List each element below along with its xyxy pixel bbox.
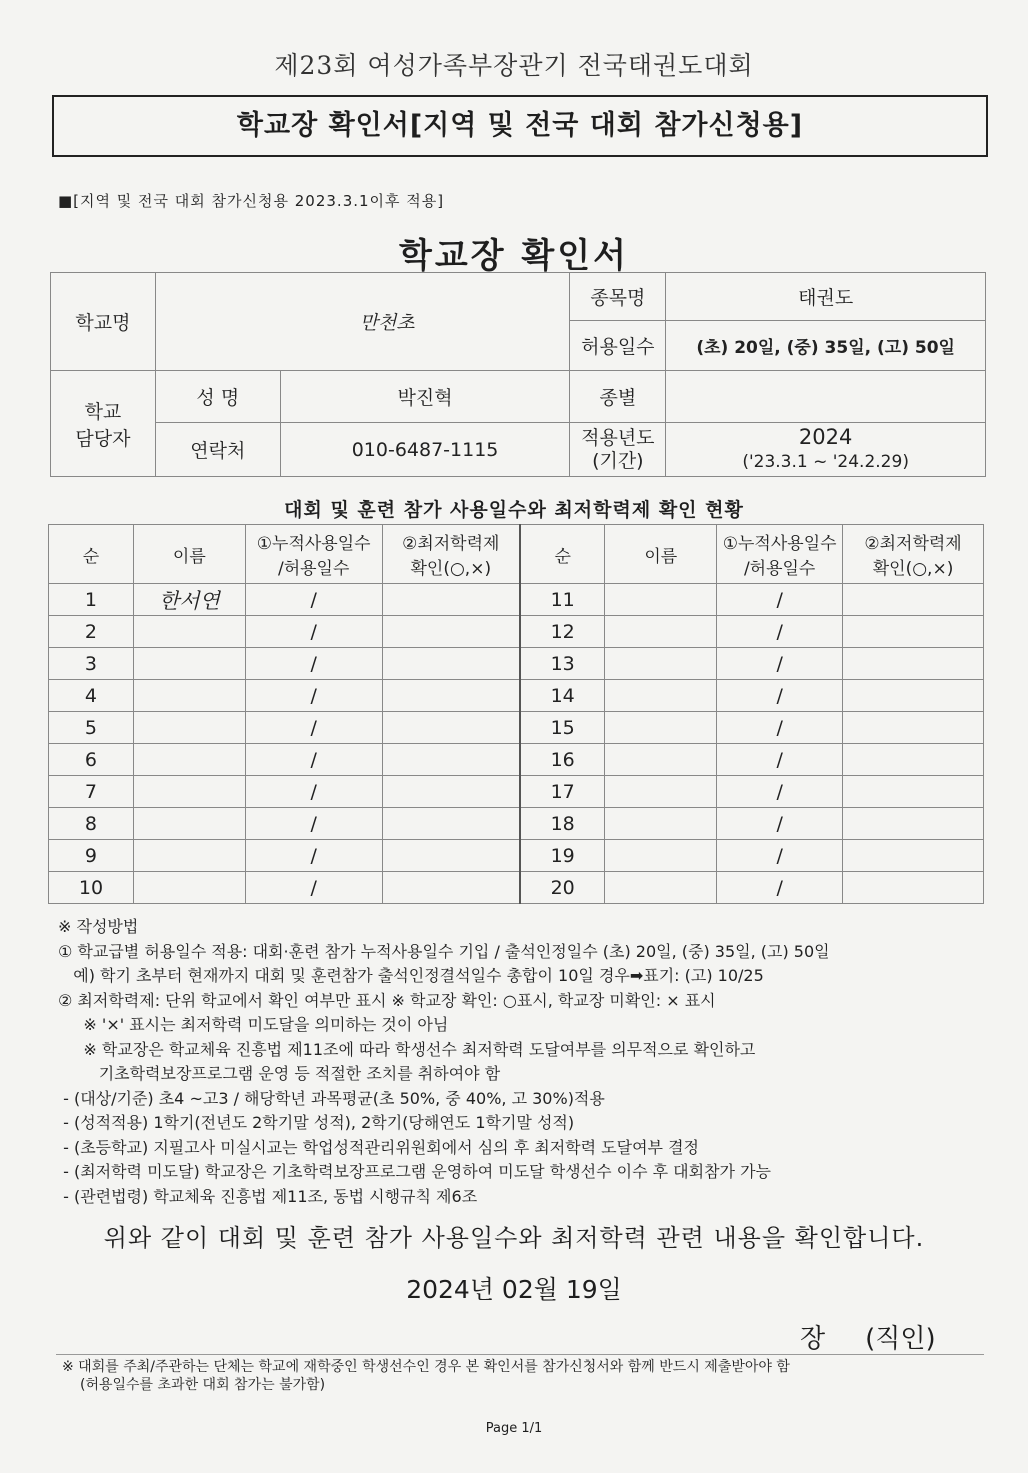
cell-days: / [245, 584, 382, 616]
roster-body [49, 584, 984, 904]
col-check [843, 525, 984, 584]
page-title: 학교장 확인서 [399, 236, 629, 276]
cell-days: / [717, 872, 843, 904]
cell-no: 5 [49, 712, 134, 744]
col-check-line2: 확인(○,×) [872, 559, 954, 579]
cell-name [133, 616, 245, 648]
cell-no: 7 [49, 776, 134, 808]
staff-label-line2: 담당자 [75, 427, 131, 450]
cell-name [133, 776, 245, 808]
instruction-line: 기초학력보장프로그램 운영 등 적절한 조치를 취하여야 함 [58, 1064, 501, 1083]
cell-no: 2 [49, 616, 134, 648]
col-check [382, 525, 520, 584]
period-value: ('23.3.1 ~ '24.2.29) [742, 451, 909, 472]
cell-name [605, 808, 717, 840]
table-row [49, 744, 984, 776]
cell-check [843, 648, 984, 680]
page-number: Page 1/1 [485, 1421, 543, 1436]
cell-days: / [245, 680, 382, 712]
cell-name [133, 840, 245, 872]
footer-line: ※ 대회를 주최/주관하는 단체는 학교에 재학중인 학생선수인 경우 본 확인서를 참가신청서와 함께 반드시 제출받아야 함 [62, 1359, 790, 1375]
instruction-line: - (초등학교) 지필고사 미실시교는 학업성적관리위원회에서 심의 후 최저학력 도달여부 결정 [58, 1137, 699, 1157]
staff-label [51, 371, 156, 477]
col-name: 이름 [133, 525, 245, 584]
cell-check [843, 680, 984, 712]
cell-name [133, 712, 245, 744]
sport-value: 태권도 [666, 273, 986, 321]
col-days [717, 525, 843, 584]
name-label: 성 명 [155, 371, 280, 423]
cell-days: / [245, 712, 382, 744]
cell-name [605, 584, 717, 616]
confirm-date: 2024년 02월 19일 [406, 1275, 622, 1304]
cell-check [382, 712, 520, 744]
cell-check [843, 808, 984, 840]
school-value: 만천초 [155, 273, 570, 371]
cell-days: / [717, 616, 843, 648]
cell-check [382, 808, 520, 840]
cell-check [843, 840, 984, 872]
year-value: 2024 [798, 424, 853, 449]
cell-days: / [245, 840, 382, 872]
footer-divider [56, 1354, 984, 1355]
seal-label: 장 [800, 1324, 826, 1354]
staff-label-line1: 학교 [84, 400, 122, 423]
table-row [49, 872, 984, 904]
cell-name [605, 616, 717, 648]
col-days-line1: ①누적사용일수 [722, 534, 837, 554]
table-row [49, 840, 984, 872]
cell-no: 11 [520, 584, 605, 616]
cell-no: 9 [49, 840, 134, 872]
seal-line [800, 1318, 936, 1355]
cell-no: 13 [520, 648, 605, 680]
cell-check [843, 584, 984, 616]
cell-no: 12 [520, 616, 605, 648]
cell-name [133, 744, 245, 776]
instruction-line: - (관련법령) 학교체육 진흥법 제11조, 동법 시행규칙 제6조 [58, 1186, 478, 1206]
cell-check [382, 744, 520, 776]
col-no: 순 [49, 525, 134, 584]
roster-section-title: 대회 및 훈련 참가 사용일수와 최저학력제 확인 현황 [284, 499, 744, 521]
allowed-days-label: 허용일수 [570, 321, 666, 371]
cell-no: 15 [520, 712, 605, 744]
footer-line: (허용일수를 초과한 대회 참가는 불가함) [80, 1377, 326, 1393]
cell-name [605, 744, 717, 776]
cell-days: / [717, 712, 843, 744]
cell-name [133, 872, 245, 904]
table-row [49, 808, 984, 840]
col-days-line2: /허용일수 [277, 559, 350, 579]
col-name: 이름 [605, 525, 717, 584]
table-row [49, 616, 984, 648]
cell-days: / [717, 744, 843, 776]
cell-check [382, 840, 520, 872]
instruction-line: - (성적적용) 1학기(전년도 2학기말 성적), 2학기(당해연도 1학기말 성적) [58, 1113, 575, 1132]
seal-mark: (직인) [865, 1324, 936, 1354]
instruction-line: - (대상/기준) 초4 ~고3 / 해당학년 과목평균(초 50%, 중 40%, 고 30%)적용 [58, 1088, 605, 1108]
year-label-line2: (기간) [592, 449, 644, 472]
cell-days: / [245, 808, 382, 840]
cell-no: 8 [49, 808, 134, 840]
instruction-line: ② 최저학력제: 단위 학교에서 확인 여부만 표시 ※ 학교장 확인: ○표시, 학교장 미확인: × 표시 [58, 990, 716, 1010]
col-days [245, 525, 382, 584]
cell-days: / [717, 648, 843, 680]
cell-no: 18 [520, 808, 605, 840]
cell-name: 한서연 [133, 584, 245, 616]
year-cell [666, 423, 986, 477]
cell-days: / [245, 744, 382, 776]
confirm-statement: 위와 같이 대회 및 훈련 참가 사용일수와 최저학력 관련 내용을 확인합니다. [103, 1224, 925, 1252]
footer-note [62, 1358, 790, 1394]
col-days-line1: ①누적사용일수 [256, 534, 371, 554]
cell-no: 17 [520, 776, 605, 808]
cell-name [605, 776, 717, 808]
cell-name [133, 648, 245, 680]
table-row [49, 648, 984, 680]
cell-days: / [717, 808, 843, 840]
cell-check [843, 744, 984, 776]
form-note: ■[지역 및 전국 대회 참가신청용 2023.3.1이후 적용] [58, 192, 445, 210]
gender-value [666, 371, 986, 423]
table-row [49, 680, 984, 712]
cell-check [382, 648, 520, 680]
cell-check [382, 776, 520, 808]
instruction-line: ※ 작성방법 [58, 917, 139, 936]
cell-name [133, 808, 245, 840]
instruction-line: ※ '×' 표시는 최저학력 미도달을 의미하는 것이 아님 [58, 1015, 449, 1034]
cell-days: / [245, 616, 382, 648]
school-label: 학교명 [51, 273, 156, 371]
allowed-days-value: (초) 20일, (중) 35일, (고) 50일 [666, 321, 986, 371]
cell-days: / [245, 776, 382, 808]
cell-check [843, 712, 984, 744]
cell-name [133, 680, 245, 712]
table-row [49, 776, 984, 808]
roster-table [48, 524, 984, 904]
cell-no: 16 [520, 744, 605, 776]
event-title: 제23회 여성가족부장관기 전국태권도대회 [274, 51, 754, 80]
sport-label: 종목명 [570, 273, 666, 321]
col-no: 순 [520, 525, 605, 584]
info-table [50, 272, 986, 477]
cell-no: 4 [49, 680, 134, 712]
table-row [49, 712, 984, 744]
cell-no: 20 [520, 872, 605, 904]
form-title: 학교장 확인서[지역 및 전국 대회 참가신청용] [52, 95, 988, 157]
cell-no: 6 [49, 744, 134, 776]
cell-name [605, 680, 717, 712]
col-check-line1: ②최저학력제 [864, 534, 962, 554]
cell-name [605, 840, 717, 872]
cell-no: 14 [520, 680, 605, 712]
instructions [58, 915, 978, 1209]
name-value: 박진혁 [280, 371, 570, 423]
cell-check [843, 616, 984, 648]
gender-label: 종별 [570, 371, 666, 423]
cell-name [605, 872, 717, 904]
cell-check [382, 584, 520, 616]
cell-days: / [717, 776, 843, 808]
cell-no: 10 [49, 872, 134, 904]
instruction-line: ① 학교급별 허용일수 적용: 대회·훈련 참가 누적사용일수 기입 / 출석인정일수 (초) 20일, (중) 35일, (고) 50일 [58, 941, 830, 961]
col-check-line2: 확인(○,×) [410, 559, 492, 579]
contact-label: 연락처 [155, 423, 280, 477]
cell-check [382, 616, 520, 648]
instruction-line: 예) 학기 초부터 현재까지 대회 및 훈련참가 출석인정결석일수 총합이 10일 경우➡표기: (고) 10/25 [58, 966, 764, 985]
cell-check [382, 680, 520, 712]
instruction-line: - (최저학력 미도달) 학교장은 기초학력보장프로그램 운영하여 미도달 학생선수 이수 후 대회참가 가능 [58, 1162, 771, 1181]
instruction-line: ※ 학교장은 학교체육 진흥법 제11조에 따라 학생선수 최저학력 도달여부를 의무적으로 확인하고 [58, 1039, 756, 1059]
col-check-line1: ②최저학력제 [402, 534, 500, 554]
year-label-line1: 적용년도 [581, 426, 655, 449]
cell-name [605, 712, 717, 744]
cell-name [605, 648, 717, 680]
table-row [49, 584, 984, 616]
cell-days: / [245, 872, 382, 904]
cell-days: / [245, 648, 382, 680]
cell-days: / [717, 840, 843, 872]
cell-no: 19 [520, 840, 605, 872]
cell-check [843, 872, 984, 904]
cell-no: 3 [49, 648, 134, 680]
cell-no: 1 [49, 584, 134, 616]
col-days-line2: /허용일수 [743, 559, 816, 579]
cell-check [382, 872, 520, 904]
cell-check [843, 776, 984, 808]
year-label [570, 423, 666, 477]
contact-value: 010-6487-1115 [280, 423, 570, 477]
cell-days: / [717, 584, 843, 616]
cell-days: / [717, 680, 843, 712]
